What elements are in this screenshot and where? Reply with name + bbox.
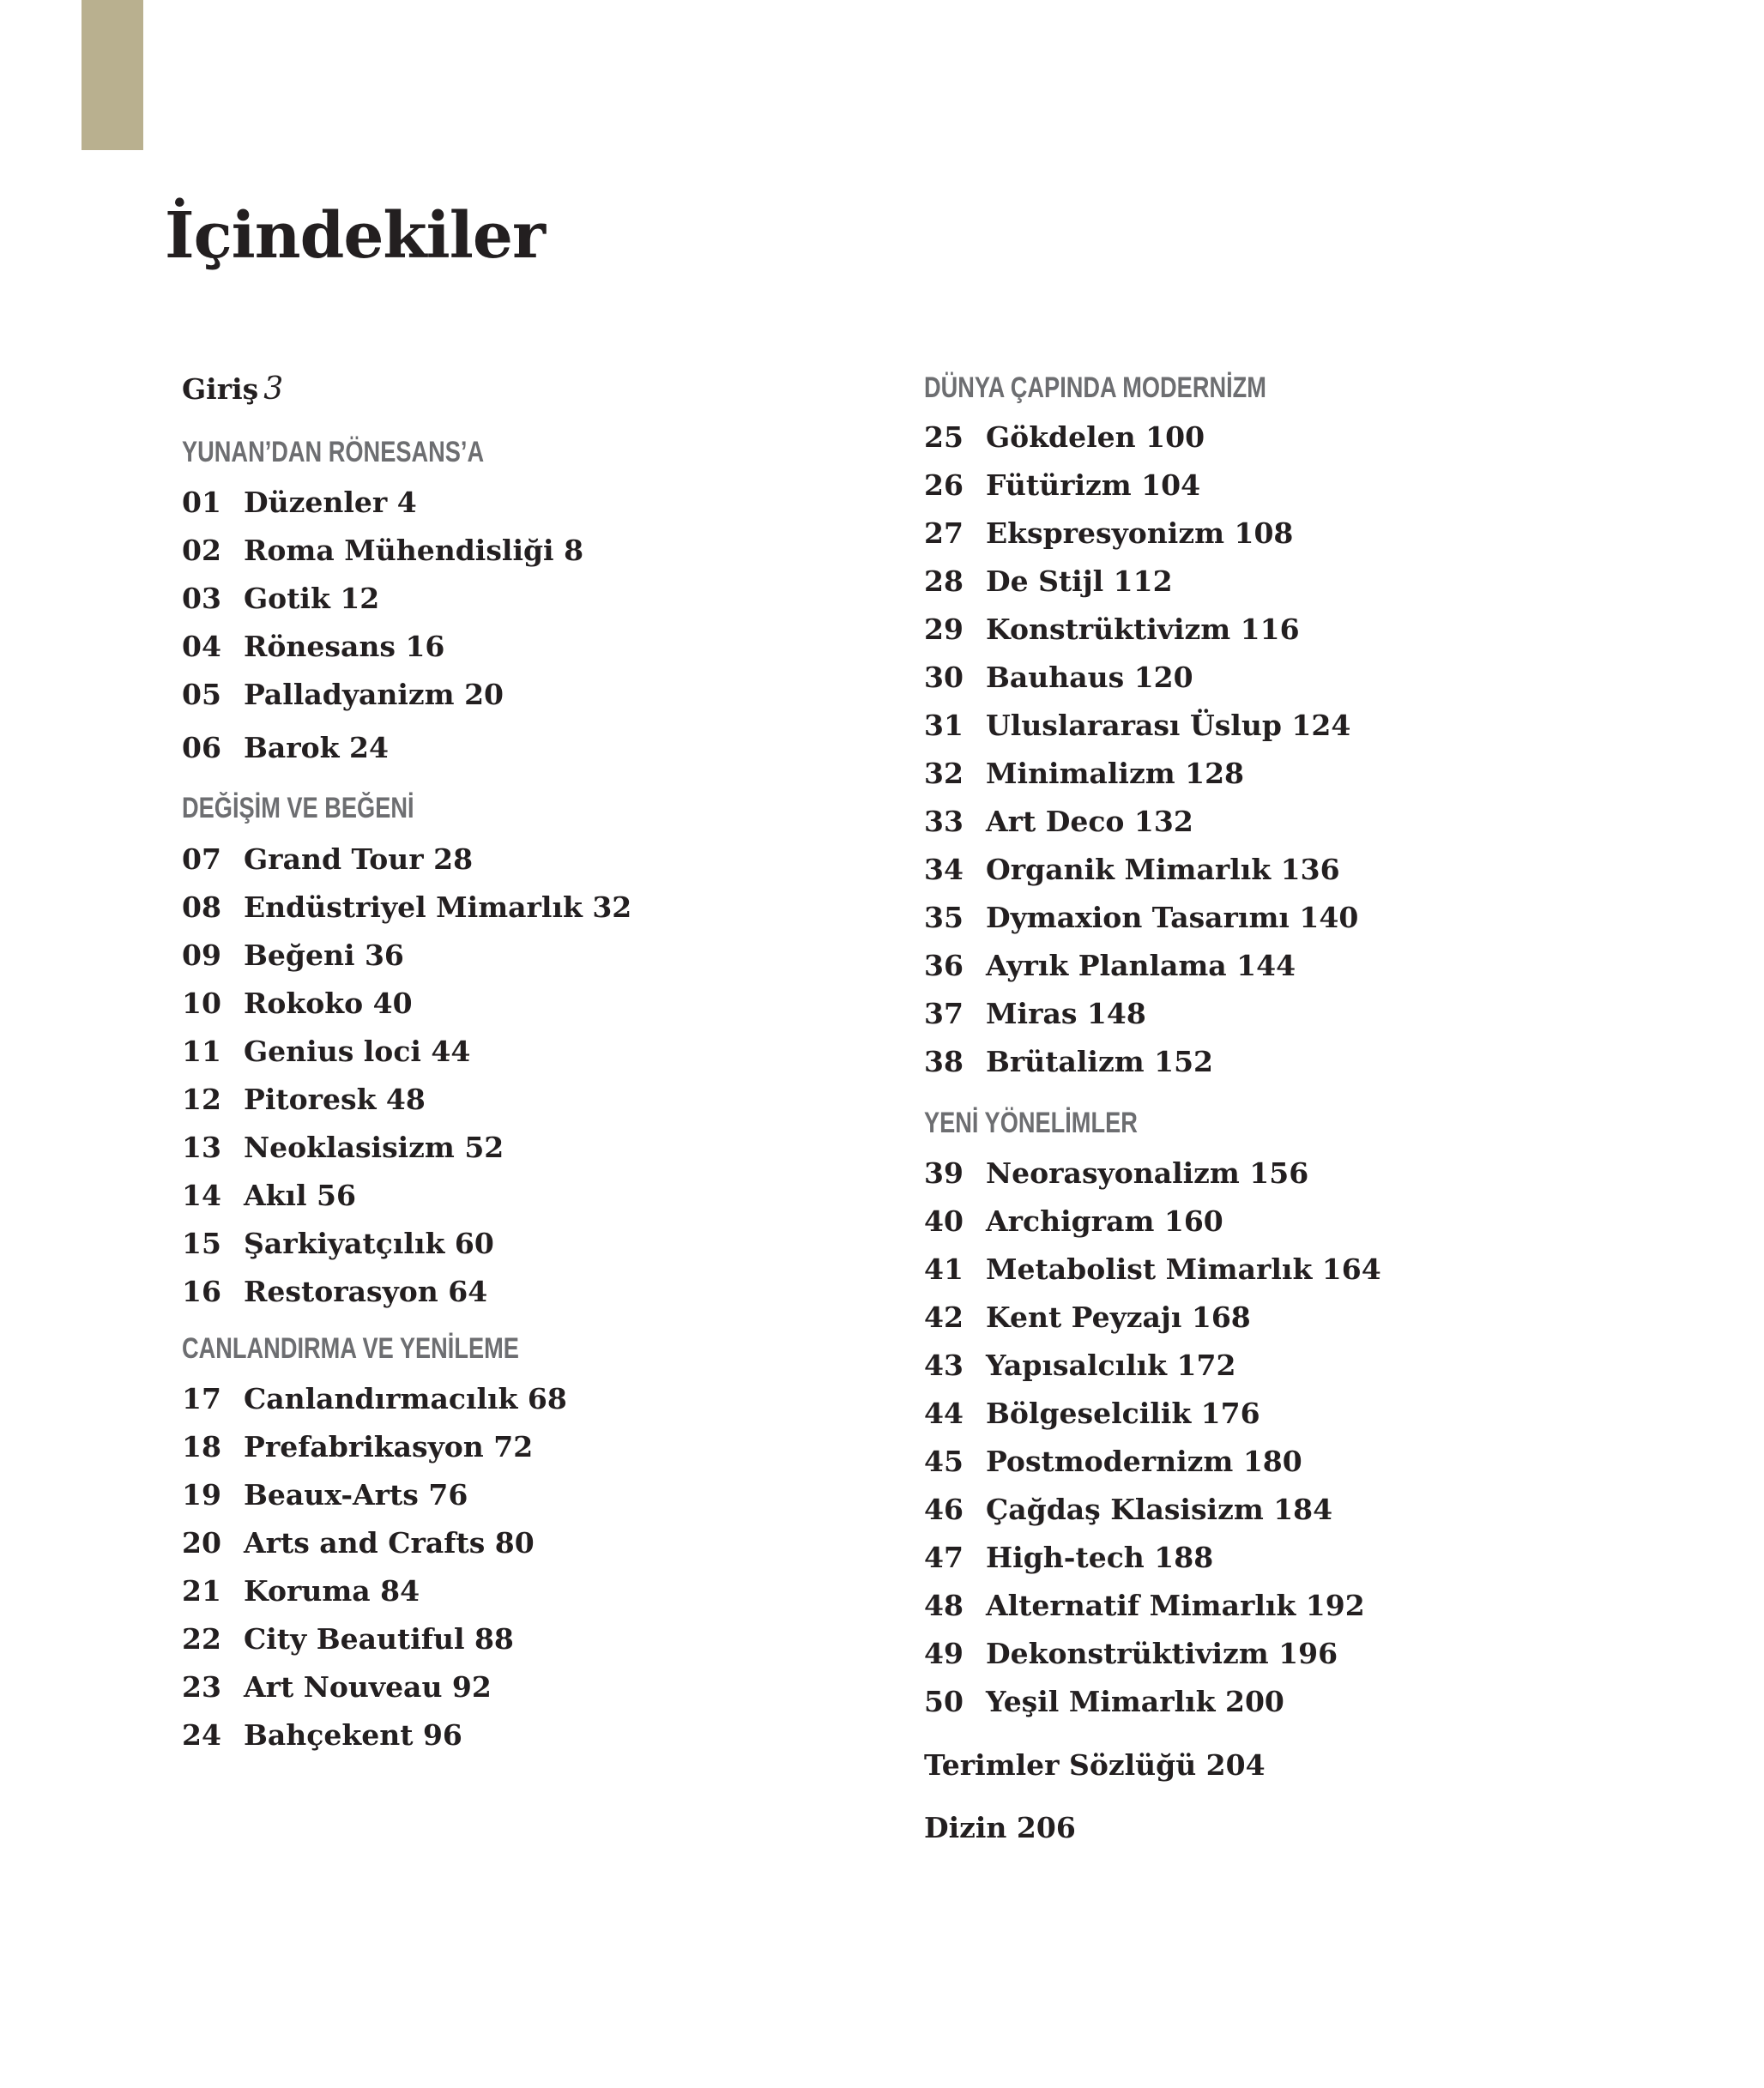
entry-title: City Beautiful 88	[244, 1622, 514, 1656]
entry-number: 28	[924, 564, 964, 598]
entry-number: 41	[924, 1252, 964, 1286]
entry-number: 46	[924, 1493, 964, 1526]
entry-title: Gotik 12	[244, 582, 380, 615]
entry-title: Beaux-Arts 76	[244, 1478, 468, 1512]
entry-title: Palladyanizm 20	[244, 678, 504, 711]
entry-number: 50	[924, 1685, 964, 1718]
entry-title: Beğeni 36	[244, 938, 404, 972]
entry-title: Fütürizm 104	[986, 468, 1201, 502]
entry-title: Çağdaş Klasisizm 184	[986, 1493, 1333, 1526]
entry-number: 17	[182, 1382, 221, 1415]
toc-glossary[interactable]: Terimler Sözlüğü 204	[924, 1748, 1266, 1782]
entry-number: 29	[924, 613, 964, 646]
entry-number: 19	[182, 1478, 221, 1512]
entry-title: Genius loci 44	[244, 1035, 471, 1068]
entry-number: 15	[182, 1227, 221, 1260]
entry-number: 09	[182, 938, 221, 972]
entry-number: 11	[182, 1035, 221, 1068]
entry-title: Uluslararası Üslup 124	[986, 709, 1351, 742]
page-title: İçindekiler	[165, 199, 545, 273]
entry-title: Art Deco 132	[986, 805, 1193, 838]
entry-number: 18	[182, 1430, 221, 1463]
entry-title: Alternatif Mimarlık 192	[986, 1589, 1365, 1622]
entry-number: 42	[924, 1300, 964, 1334]
entry-title: Arts and Crafts 80	[244, 1526, 535, 1560]
entry-number: 34	[924, 853, 964, 886]
entry-number: 04	[182, 630, 221, 663]
entry-number: 45	[924, 1445, 964, 1478]
entry-title: Neoklasisizm 52	[244, 1131, 504, 1164]
entry-title: Barok 24	[244, 731, 389, 764]
entry-number: 12	[182, 1083, 221, 1116]
entry-title: Roma Mühendisliği 8	[244, 534, 584, 567]
entry-number: 39	[924, 1156, 964, 1190]
entry-number: 24	[182, 1718, 221, 1752]
entry-number: 16	[182, 1275, 221, 1308]
entry-title: Yapısalcılık 172	[986, 1349, 1236, 1382]
entry-number: 01	[182, 486, 221, 519]
entry-number: 49	[924, 1637, 964, 1670]
entry-number: 36	[924, 949, 964, 982]
entry-number: 10	[182, 987, 221, 1020]
entry-number: 38	[924, 1045, 964, 1078]
entry-title: Pitoresk 48	[244, 1083, 426, 1116]
entry-title: Konstrüktivizm 116	[986, 613, 1300, 646]
section-heading: DÜNYA ÇAPINDA MODERNİZM	[924, 371, 1266, 404]
entry-number: 23	[182, 1670, 221, 1704]
entry-number: 06	[182, 731, 221, 764]
entry-number: 37	[924, 997, 964, 1030]
entry-title: Ekspresyonizm 108	[986, 516, 1294, 550]
entry-title: Kent Peyzajı 168	[986, 1300, 1251, 1334]
entry-title: Grand Tour 28	[244, 842, 474, 876]
entry-number: 13	[182, 1131, 221, 1164]
entry-title: Şarkiyatçılık 60	[244, 1227, 494, 1260]
entry-number: 43	[924, 1349, 964, 1382]
entry-number: 48	[924, 1589, 964, 1622]
entry-number: 22	[182, 1622, 221, 1656]
entry-title: Düzenler 4	[244, 486, 417, 519]
entry-number: 33	[924, 805, 964, 838]
section-heading: DEĞİŞİM VE BEĞENİ	[182, 792, 414, 824]
entry-number: 21	[182, 1574, 221, 1608]
intro-page: 3	[263, 371, 284, 407]
entry-number: 07	[182, 842, 221, 876]
entry-title: Dekonstrüktivizm 196	[986, 1637, 1338, 1670]
entry-number: 40	[924, 1204, 964, 1238]
toc-intro[interactable]	[182, 371, 284, 407]
entry-number: 20	[182, 1526, 221, 1560]
entry-title: Organik Mimarlık 136	[986, 853, 1340, 886]
entry-title: Ayrık Planlama 144	[986, 949, 1296, 982]
entry-number: 47	[924, 1541, 964, 1574]
entry-title: Miras 148	[986, 997, 1146, 1030]
section-heading: YUNAN’DAN RÖNESANS’A	[182, 436, 485, 468]
entry-number: 31	[924, 709, 964, 742]
entry-title: Akıl 56	[244, 1179, 356, 1212]
entry-title: Gökdelen 100	[986, 420, 1205, 454]
entry-title: Art Nouveau 92	[244, 1670, 492, 1704]
entry-title: Archigram 160	[986, 1204, 1223, 1238]
entry-title: Neorasyonalizm 156	[986, 1156, 1309, 1190]
entry-number: 02	[182, 534, 221, 567]
entry-title: De Stijl 112	[986, 564, 1173, 598]
entry-title: Brütalizm 152	[986, 1045, 1213, 1078]
entry-title: Postmodernizm 180	[986, 1445, 1302, 1478]
section-heading: YENİ YÖNELİMLER	[924, 1107, 1138, 1139]
section-heading: CANLANDIRMA VE YENİLEME	[182, 1332, 519, 1365]
entry-title: Minimalizm 128	[986, 757, 1244, 790]
entry-number: 03	[182, 582, 221, 615]
entry-title: Prefabrikasyon 72	[244, 1430, 534, 1463]
entry-number: 05	[182, 678, 221, 711]
entry-title: Koruma 84	[244, 1574, 420, 1608]
entry-number: 26	[924, 468, 964, 502]
entry-number: 30	[924, 661, 964, 694]
entry-number: 14	[182, 1179, 221, 1212]
decorative-tab-mark	[82, 0, 143, 150]
entry-number: 27	[924, 516, 964, 550]
entry-title: Bölgeselcilik 176	[986, 1397, 1260, 1430]
entry-number: 25	[924, 420, 964, 454]
entry-title: High-tech 188	[986, 1541, 1214, 1574]
intro-label: Giriş	[182, 372, 259, 406]
entry-title: Endüstriyel Mimarlık 32	[244, 890, 632, 924]
entry-title: Rokoko 40	[244, 987, 413, 1020]
toc-index[interactable]: Dizin 206	[924, 1811, 1076, 1844]
entry-title: Restorasyon 64	[244, 1275, 488, 1308]
entry-title: Rönesans 16	[244, 630, 445, 663]
entry-title: Yeşil Mimarlık 200	[986, 1685, 1284, 1718]
entry-title: Bahçekent 96	[244, 1718, 462, 1752]
entry-number: 44	[924, 1397, 964, 1430]
entry-number: 32	[924, 757, 964, 790]
entry-title: Metabolist Mimarlık 164	[986, 1252, 1381, 1286]
entry-number: 35	[924, 901, 964, 934]
entry-title: Bauhaus 120	[986, 661, 1193, 694]
entry-title: Canlandırmacılık 68	[244, 1382, 567, 1415]
entry-title: Dymaxion Tasarımı 140	[986, 901, 1359, 934]
entry-number: 08	[182, 890, 221, 924]
